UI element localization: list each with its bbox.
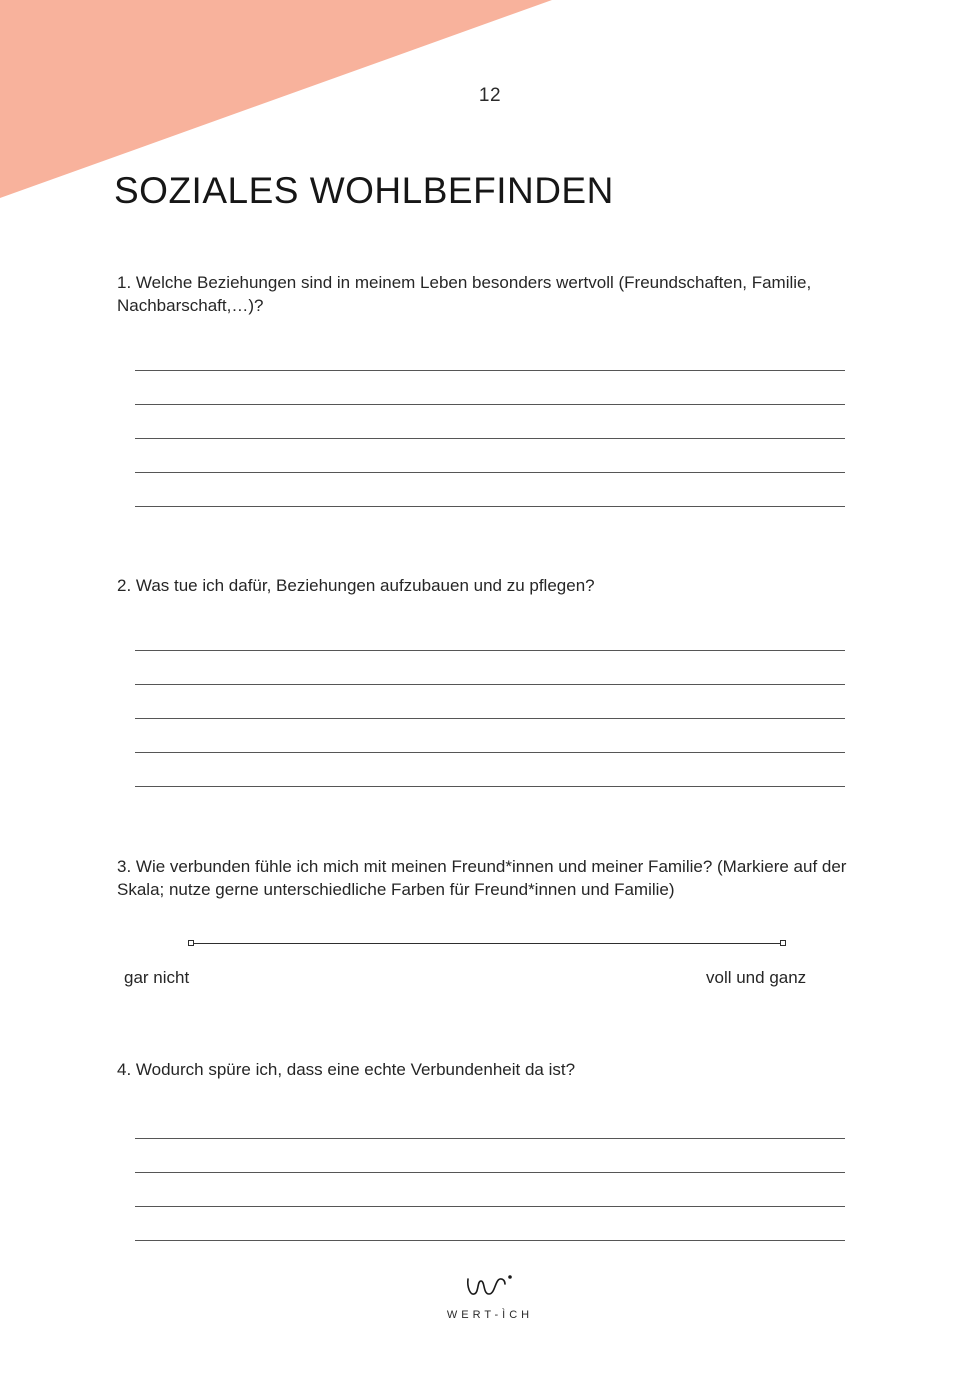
scale-right-endpoint: [780, 940, 786, 946]
brand-logo-squiggle-icon: [462, 1272, 518, 1302]
writing-line: [135, 370, 845, 371]
writing-line: [135, 438, 845, 439]
connection-scale: [188, 938, 786, 948]
writing-line: [135, 1240, 845, 1241]
question-1-writing-lines: [135, 370, 845, 540]
brand-name: WERT-ÌCH: [446, 1309, 534, 1321]
writing-line: [135, 718, 845, 719]
scale-label-max: voll und ganz: [706, 968, 807, 987]
writing-line: [135, 472, 845, 473]
page-number: 12: [478, 85, 502, 106]
writing-line: [135, 1206, 845, 1207]
question-3-text: 3. Wie verbunden fühle ich mich mit meinen Freund*innen und meiner Familie? (Markiere auf der Skala; nutze gerne unterschiedliche Farben für Freund*innen und Familie): [117, 857, 847, 899]
writing-line: [135, 650, 845, 651]
scale-line: [194, 943, 780, 944]
writing-line: [135, 506, 845, 507]
question-2-text: 2. Was tue ich dafür, Beziehungen aufzubauen und zu pflegen?: [117, 576, 595, 595]
footer: [0, 1272, 980, 1321]
question-2-writing-lines: [135, 650, 845, 820]
question-4-text: 4. Wodurch spüre ich, dass eine echte Verbundenheit da ist?: [117, 1060, 576, 1079]
page-title: SOZIALES WOHLBEFINDEN: [114, 170, 614, 211]
writing-line: [135, 1172, 845, 1173]
writing-line: [135, 404, 845, 405]
writing-line: [135, 1138, 845, 1139]
question-1-text: 1. Welche Beziehungen sind in meinem Leben besonders wertvoll (Freundschaften, Familie, Nachbarschaft,…)?: [117, 273, 812, 315]
writing-line: [135, 684, 845, 685]
question-4-writing-lines: [135, 1138, 845, 1274]
scale-label-min: gar nicht: [124, 968, 190, 987]
writing-line: [135, 786, 845, 787]
writing-line: [135, 752, 845, 753]
